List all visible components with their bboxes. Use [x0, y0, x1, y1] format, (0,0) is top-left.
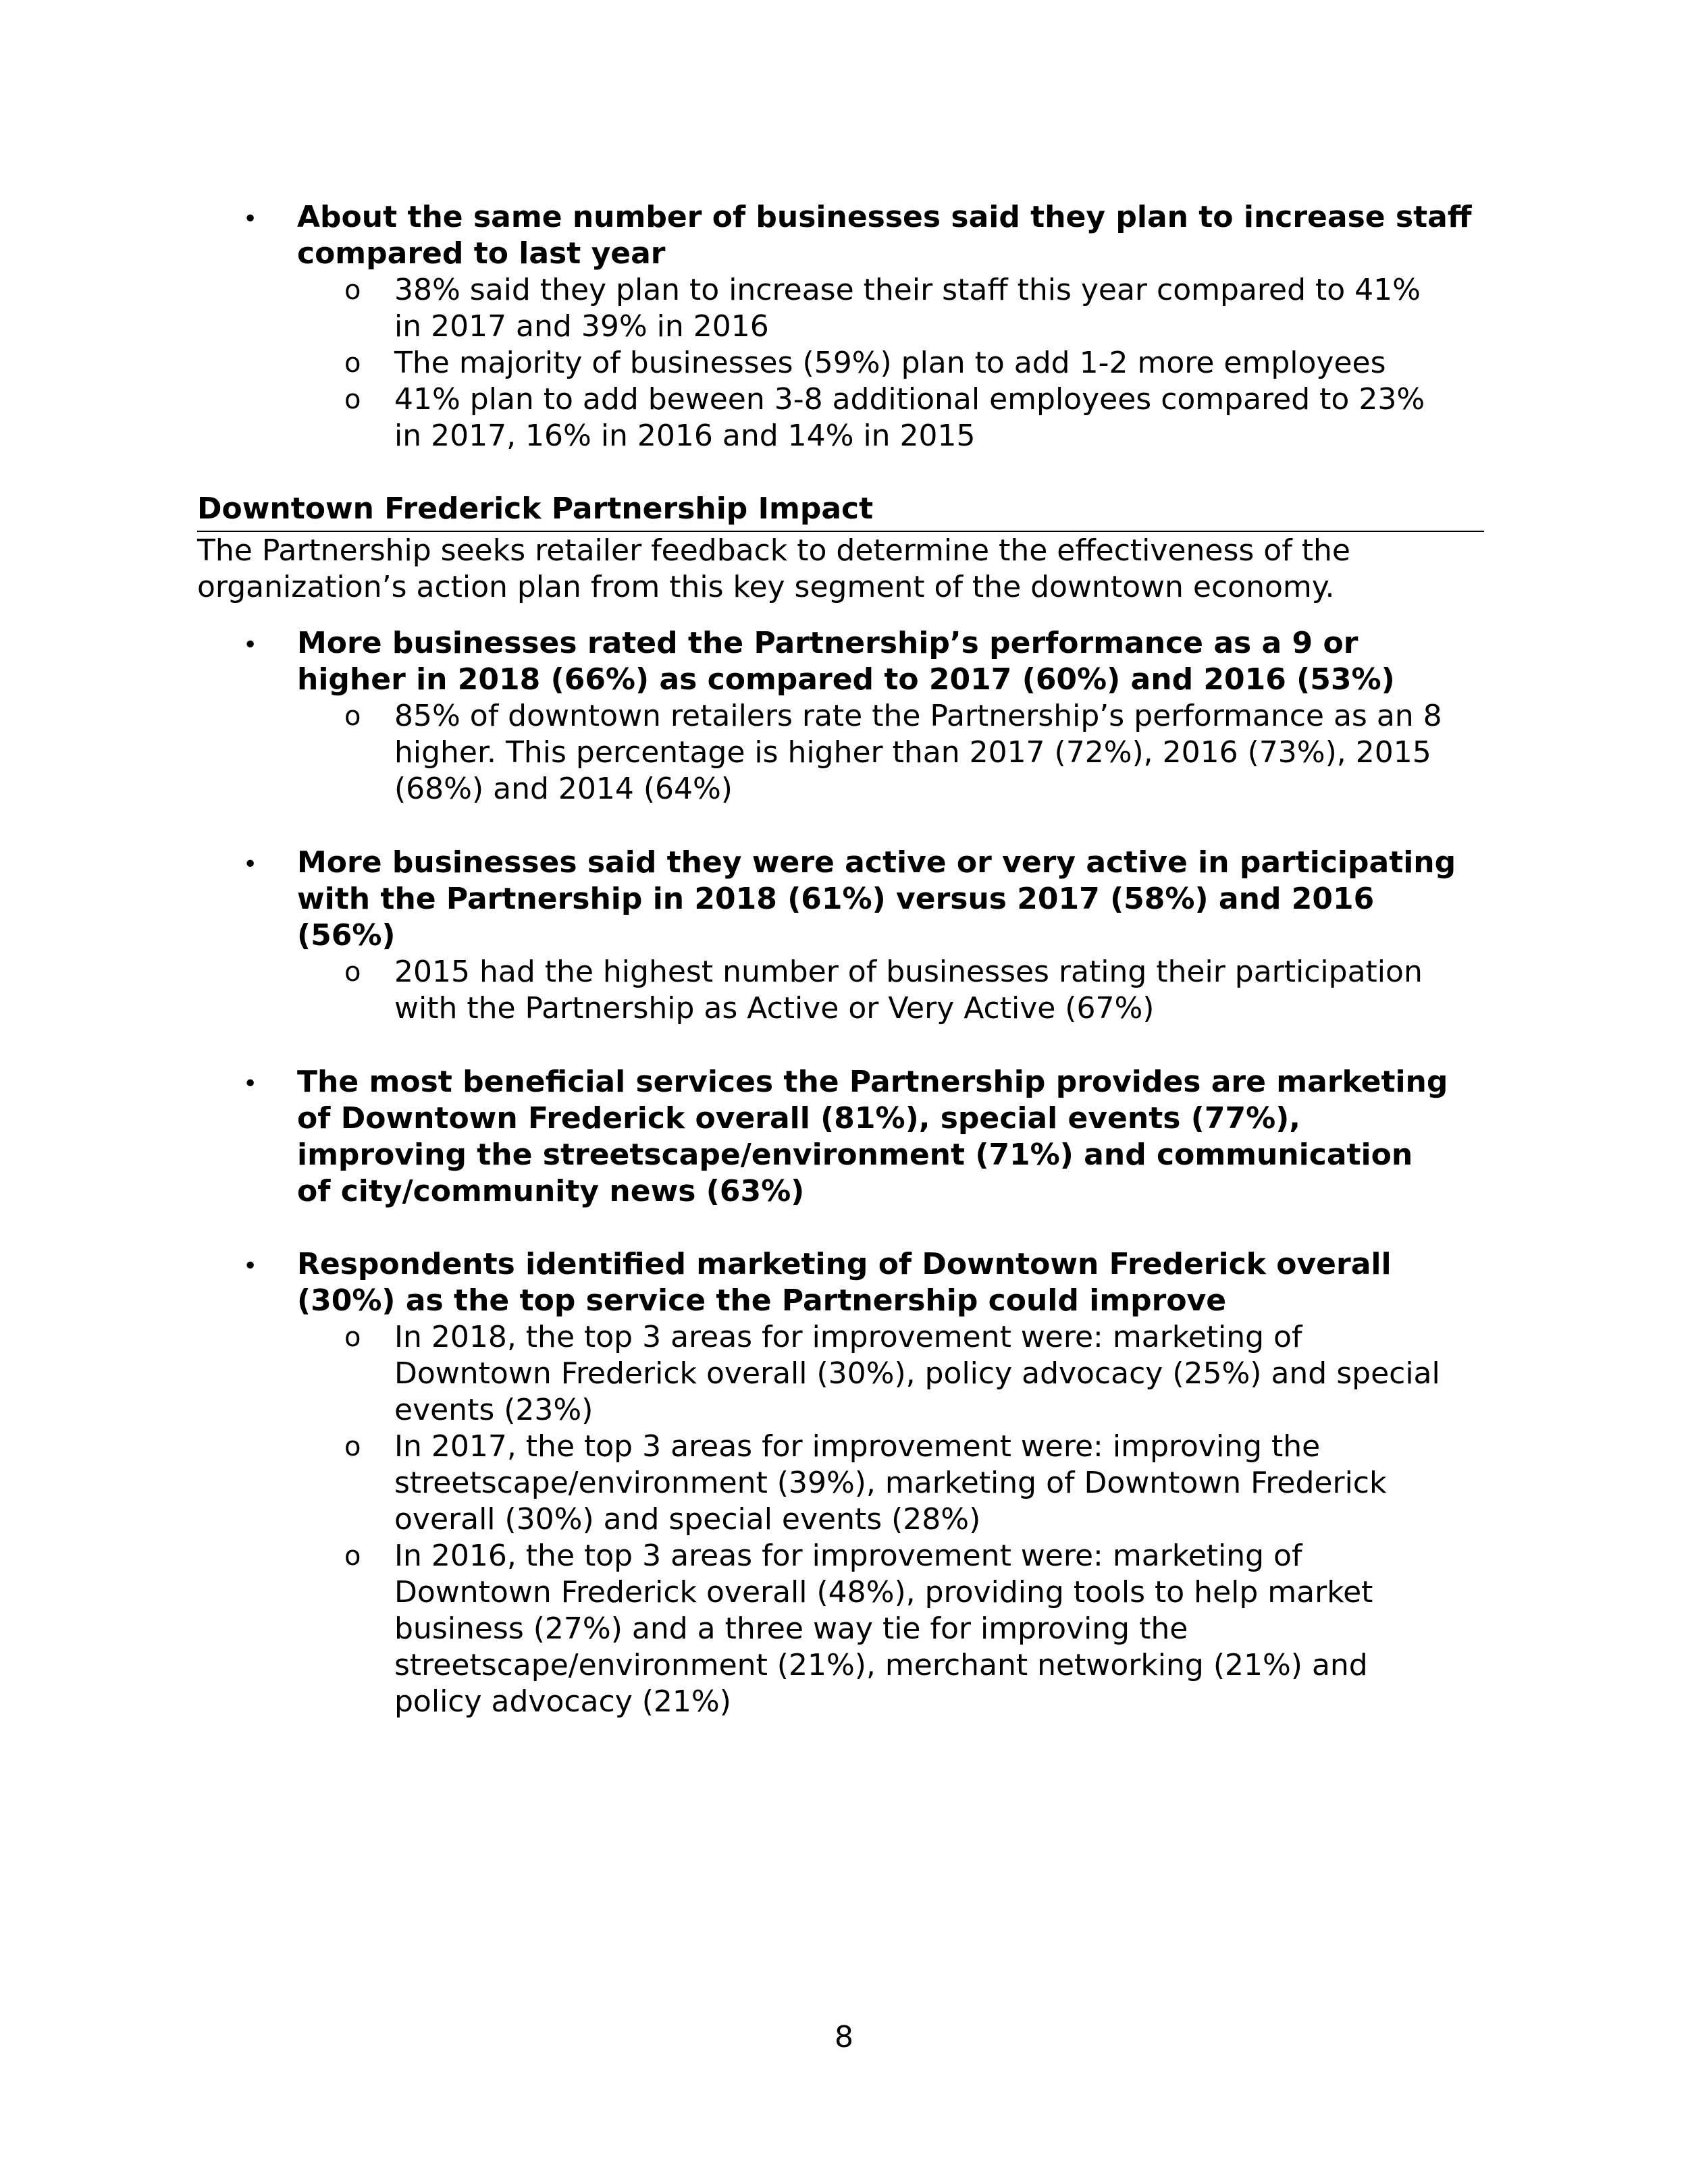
subitem-text-line: events (23%): [394, 1393, 594, 1427]
heading-rule: [197, 531, 1484, 532]
bullet-text-line: compared to last year: [297, 236, 666, 271]
bullet-marker: •: [243, 851, 258, 878]
subitem-text-line: in 2017, 16% in 2016 and 14% in 2015: [394, 419, 976, 453]
subitem-marker: o: [344, 384, 361, 415]
subitem-text-line: overall (30%) and special events (28%): [394, 1502, 981, 1537]
bullet-text-line: (30%) as the top service the Partnership could improve: [297, 1283, 1227, 1318]
bullet-text-line: higher in 2018 (66%) as compared to 2017 (60%) and 2016 (53%): [297, 662, 1395, 697]
section-intro-line: The Partnership seeks retailer feedback to determine the effectiveness of the: [197, 533, 1350, 568]
bullet-text-line: The most beneficial services the Partnership provides are marketing: [297, 1065, 1448, 1099]
subitem-marker: o: [344, 957, 361, 988]
bullet-text-line: of city/community news (63%): [297, 1174, 805, 1208]
subitem-text-line: policy advocacy (21%): [394, 1684, 731, 1719]
bullet-text-line: of Downtown Frederick overall (81%), special events (77%),: [297, 1101, 1300, 1136]
subitem-text-line: Downtown Frederick overall (30%), policy advocacy (25%) and special: [394, 1356, 1440, 1391]
subitem-marker: o: [344, 1431, 361, 1462]
subitem-marker: o: [344, 275, 361, 306]
bullet-text-line: improving the streetscape/environment (71%) and communication: [297, 1138, 1413, 1172]
section-intro-line: organization’s action plan from this key segment of the downtown economy.: [197, 570, 1335, 604]
subitem-text-line: with the Partnership as Active or Very Active (67%): [394, 991, 1155, 1026]
subitem-text-line: streetscape/environment (39%), marketing of Downtown Frederick: [394, 1466, 1387, 1500]
subitem-text-line: (68%) and 2014 (64%): [394, 772, 733, 806]
bullet-text-line: About the same number of businesses said they plan to increase staff: [297, 200, 1472, 234]
subitem-text-line: 85% of downtown retailers rate the Partnership’s performance as an 8: [394, 699, 1442, 733]
subitem-text-line: 2015 had the highest number of businesses rating their participation: [394, 955, 1423, 989]
subitem-marker: o: [344, 701, 361, 732]
bullet-marker: •: [243, 1252, 258, 1280]
bullet-marker: •: [243, 631, 258, 659]
subitem-text-line: higher. This percentage is higher than 2017 (72%), 2016 (73%), 2015: [394, 735, 1431, 770]
bullet-marker: •: [243, 205, 258, 233]
subitem-text-line: 41% plan to add beween 3-8 additional employees compared to 23%: [394, 382, 1425, 417]
subitem-text-line: In 2017, the top 3 areas for improvement were: improving the: [394, 1429, 1321, 1464]
subitem-text-line: In 2016, the top 3 areas for improvement were: marketing of: [394, 1539, 1302, 1573]
subitem-text-line: streetscape/environment (21%), merchant networking (21%) and: [394, 1648, 1368, 1682]
subitem-text-line: 38% said they plan to increase their staff this year compared to 41%: [394, 273, 1421, 307]
bullet-text-line: More businesses said they were active or very active in participating: [297, 845, 1456, 880]
bullet-text-line: More businesses rated the Partnership’s performance as a 9 or: [297, 626, 1359, 660]
subitem-marker: o: [344, 1322, 361, 1353]
bullet-text-line: Respondents identified marketing of Downtown Frederick overall: [297, 1247, 1392, 1281]
subitem-text-line: The majority of businesses (59%) plan to add 1-2 more employees: [394, 346, 1386, 380]
subitem-text-line: business (27%) and a three way tie for improving the: [394, 1612, 1188, 1646]
subitem-marker: o: [344, 1541, 361, 1572]
bullet-text-line: with the Partnership in 2018 (61%) versus 2017 (58%) and 2016: [297, 882, 1375, 916]
subitem-marker: o: [344, 348, 361, 379]
subitem-text-line: In 2018, the top 3 areas for improvement were: marketing of: [394, 1320, 1302, 1354]
section-heading: Downtown Frederick Partnership Impact: [197, 491, 874, 526]
subitem-text-line: Downtown Frederick overall (48%), providing tools to help market: [394, 1575, 1373, 1609]
bullet-marker: •: [243, 1070, 258, 1098]
bullet-text-line: (56%): [297, 918, 396, 953]
subitem-text-line: in 2017 and 39% in 2016: [394, 309, 769, 344]
page-number: 8: [835, 2020, 853, 2054]
